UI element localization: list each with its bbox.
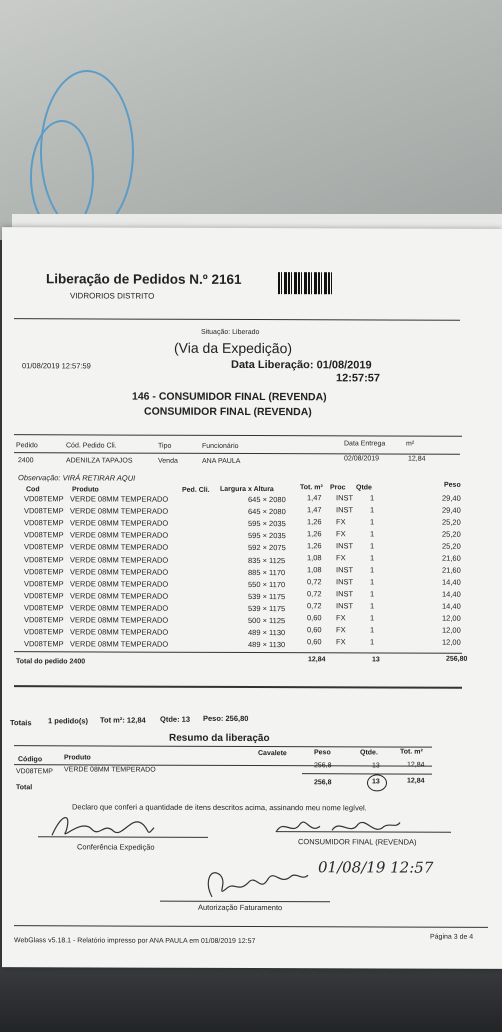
pedido-value: 2400 [18, 457, 34, 465]
item-tot-m2: 1,47 [307, 505, 322, 515]
item-produto: VERDE 08MM TEMPERADO [70, 591, 169, 601]
item-tot-m2: 0,60 [307, 613, 322, 623]
item-proc: INST [336, 493, 354, 503]
item-proc: INST [336, 577, 354, 587]
totais-peso: Peso: 256,80 [203, 713, 249, 723]
item-qtde: 1 [370, 505, 375, 515]
resumo-codigo: VD08TEMP [16, 768, 53, 776]
item-tot-m2: 0,60 [307, 624, 322, 635]
document-page [2, 227, 502, 969]
item-produto: VERDE 08MM TEMPERADO [70, 494, 169, 504]
item-peso: 25,20 [442, 529, 461, 539]
totais-qtde: Qtde: 13 [160, 714, 191, 724]
order-total-label: Total do pedido 2400 [16, 658, 86, 666]
handwritten-date: 01/08/19 12:57 [318, 858, 434, 877]
cod-pedido-cli-value: ADENILZA TAPAJOS [66, 457, 133, 465]
item-largura-altura: 489 × 1130 [248, 628, 286, 638]
item-largura-altura: 835 × 1125 [248, 555, 286, 565]
item-qtde: 1 [370, 541, 375, 551]
item-cod: VD08TEMP [24, 603, 64, 613]
item-produto: VERDE 08MM TEMPERADO [70, 579, 169, 589]
item-largura-altura: 500 × 1125 [248, 615, 286, 626]
item-produto: VERDE 08MM TEMPERADO [70, 506, 169, 516]
item-produto: VERDE 08MM TEMPERADO [70, 566, 169, 577]
item-tot-m2: 1,26 [307, 517, 322, 527]
cliente-line2: CONSUMIDOR FINAL (REVENDA) [144, 405, 312, 419]
order-total-qtde: 13 [372, 656, 380, 664]
item-peso: 14,40 [442, 577, 461, 587]
item-proc: FX [336, 637, 346, 647]
col-m2: m² [406, 440, 415, 448]
item-peso: 29,40 [442, 505, 461, 515]
via: (Via da Expedição) [174, 339, 293, 357]
barcode-icon [278, 272, 334, 294]
resumo-col-tot-m2: Tot. m² [400, 748, 423, 756]
resumo-tot-m2: 12,84 [407, 761, 425, 769]
item-peso: 12,00 [442, 637, 461, 647]
item-produto: VERDE 08MM TEMPERADO [70, 554, 169, 565]
item-cod: VD08TEMP [24, 591, 64, 601]
signature-autorizacao [198, 853, 318, 903]
item-proc: INST [336, 565, 354, 575]
item-col-proc: Proc [330, 484, 346, 492]
item-tot-m2: 1,26 [307, 541, 322, 551]
col-tipo: Tipo [158, 442, 172, 450]
resumo-title: Resumo da liberação [169, 732, 270, 745]
item-cod: VD08TEMP [24, 615, 64, 625]
col-pedido: Pedido [16, 442, 38, 450]
item-produto: VERDE 08MM TEMPERADO [70, 530, 169, 541]
item-tot-m2: 1,08 [307, 565, 322, 575]
item-tot-m2: 0,72 [307, 601, 322, 611]
item-cod: VD08TEMP [24, 518, 64, 528]
item-largura-altura: 885 × 1170 [248, 567, 286, 577]
item-proc: INST [336, 541, 354, 551]
resumo-total-qtde: 13 [372, 778, 380, 786]
item-qtde: 1 [370, 553, 375, 563]
resumo-total-peso: 256,8 [314, 779, 332, 787]
item-qtde: 1 [370, 517, 375, 527]
item-peso: 12,00 [442, 613, 461, 623]
item-produto: VERDE 08MM TEMPERADO [70, 542, 169, 553]
autorizacao-label: Autorização Faturamento [198, 902, 283, 913]
item-col-peso: Peso [444, 481, 461, 489]
item-largura-altura: 489 × 1130 [248, 640, 286, 650]
item-tot-m2: 1,08 [307, 553, 322, 563]
item-cod: VD08TEMP [24, 554, 64, 564]
item-largura-altura: 645 × 2080 [248, 494, 286, 505]
item-largura-altura: 595 × 2035 [248, 519, 286, 529]
col-funcionario: Funcionário [202, 442, 239, 450]
item-cod: VD08TEMP [24, 627, 64, 637]
order-total-peso: 256,80 [446, 655, 468, 663]
item-qtde: 1 [370, 589, 375, 599]
item-qtde: 1 [370, 625, 375, 635]
item-produto: VERDE 08MM TEMPERADO [70, 639, 169, 649]
item-proc: FX [336, 613, 346, 623]
item-largura-altura: 595 × 2035 [248, 531, 286, 541]
item-col-produto: Produto [72, 486, 99, 494]
item-produto: VERDE 08MM TEMPERADO [70, 615, 169, 625]
totais-pedidos: 1 pedido(s) [48, 716, 89, 726]
item-largura-altura: 539 × 1175 [248, 603, 286, 614]
cliente-label: CONSUMIDOR FINAL (REVENDA) [298, 837, 417, 847]
totais-m2: Tot m²: 12,84 [100, 715, 146, 725]
item-peso: 21,60 [442, 553, 461, 563]
item-produto: VERDE 08MM TEMPERADO [70, 627, 169, 637]
declaracao: Declaro que conferi a quantidade de itens descritos acima, assinando meu nome legível. [72, 802, 367, 813]
resumo-peso: 256,8 [314, 762, 332, 770]
footer-right: Página 3 de 4 [430, 933, 474, 941]
item-qtde: 1 [370, 529, 375, 539]
resumo-col-codigo: Código [18, 756, 43, 764]
resumo-qtde: 13 [372, 762, 380, 770]
floor-background [0, 960, 502, 1032]
item-col-cod: Cod [26, 486, 40, 494]
footer-left: WebGlass v5.18.1 - Relatório impresso por ANA PAULA em 01/08/2019 12:57 [14, 937, 256, 946]
hora-liberacao: 12:57:57 [336, 372, 381, 385]
funcionario-value: ANA PAULA [202, 457, 241, 465]
cliente-line1: 146 - CONSUMIDOR FINAL (REVENDA) [132, 390, 327, 404]
item-proc: FX [336, 625, 346, 635]
item-tot-m2: 0,72 [307, 589, 322, 599]
divider [14, 651, 462, 654]
item-col-qtde: Qtde [356, 484, 372, 492]
company-name: VIDRORIOS DISTRITO [70, 291, 155, 301]
item-proc: INST [336, 589, 354, 599]
item-cod: VD08TEMP [24, 494, 64, 504]
item-peso: 14,40 [442, 601, 461, 611]
resumo-col-qtde: Qtde. [360, 749, 378, 757]
item-qtde: 1 [370, 637, 375, 647]
divider [14, 745, 432, 747]
divider [14, 434, 462, 437]
resumo-col-peso: Peso [314, 749, 331, 757]
item-tot-m2: 0,72 [307, 577, 322, 587]
item-cod: VD08TEMP [24, 530, 64, 540]
conferencia-label: Conferência Expedição [77, 842, 155, 852]
divider [302, 773, 432, 774]
item-proc: FX [336, 529, 346, 539]
m2-value: 12,84 [408, 455, 426, 463]
item-peso: 12,00 [442, 625, 461, 635]
resumo-produto: VERDE 08MM TEMPERADO [64, 766, 156, 774]
print-datetime: 01/08/2019 12:57:59 [22, 361, 91, 371]
resumo-total-m2: 12,84 [407, 777, 425, 785]
item-tot-m2: 1,26 [307, 529, 322, 539]
resumo-col-cavalete: Cavalete [258, 750, 287, 758]
item-produto: VERDE 08MM TEMPERADO [70, 603, 169, 613]
item-qtde: 1 [370, 613, 375, 623]
item-peso: 14,40 [442, 589, 461, 599]
item-proc: INST [336, 601, 354, 611]
item-qtde: 1 [370, 493, 375, 503]
item-tot-m2: 1,47 [307, 493, 322, 503]
item-col-tot-m2: Tot. m² [300, 484, 323, 492]
item-qtde: 1 [370, 601, 375, 611]
item-qtde: 1 [370, 577, 375, 587]
item-largura-altura: 550 × 1170 [248, 579, 286, 589]
divider [14, 685, 462, 688]
divider [14, 318, 460, 321]
totais-label: Totais [10, 718, 32, 728]
item-proc: FX [336, 517, 346, 527]
col-data-entrega: Data Entrega [344, 440, 386, 448]
item-proc: INST [336, 505, 354, 515]
item-tot-m2: 0,60 [307, 636, 322, 646]
item-peso: 25,20 [442, 517, 461, 527]
col-cod-pedido-cli: Cód. Pedido Cli. [66, 442, 117, 450]
item-peso: 29,40 [442, 493, 461, 503]
order-total-m2: 12,84 [308, 656, 326, 664]
resumo-total-label: Total [16, 784, 33, 792]
divider [14, 925, 488, 928]
item-proc: FX [336, 553, 346, 563]
item-peso: 25,20 [442, 541, 461, 551]
data-entrega-value: 02/08/2019 [344, 455, 380, 463]
item-cod: VD08TEMP [24, 639, 64, 649]
item-largura-altura: 592 × 2075 [248, 543, 286, 553]
item-col-ped-cli: Ped. Cli. [182, 486, 210, 494]
resumo-col-produto: Produto [64, 754, 91, 762]
item-produto: VERDE 08MM TEMPERADO [70, 518, 169, 528]
item-col-largura-altura: Largura x Altura [220, 485, 274, 494]
data-liberacao: Data Liberação: 01/08/2019 [231, 358, 372, 372]
tipo-value: Venda [158, 457, 178, 465]
item-qtde: 1 [370, 565, 375, 575]
item-cod: VD08TEMP [24, 578, 64, 589]
observacao: Observação: VIRÁ RETIRAR AQUI [18, 473, 136, 483]
item-largura-altura: 645 × 2080 [248, 507, 286, 517]
situacao: Situação: Liberado [201, 328, 260, 337]
item-cod: VD08TEMP [24, 506, 64, 516]
divider [14, 452, 460, 455]
item-cod: VD08TEMP [24, 566, 64, 576]
item-cod: VD08TEMP [24, 542, 64, 552]
item-peso: 21,60 [442, 565, 461, 575]
doc-title: Liberação de Pedidos N.º 2161 [46, 271, 242, 287]
item-largura-altura: 539 × 1175 [248, 591, 286, 601]
